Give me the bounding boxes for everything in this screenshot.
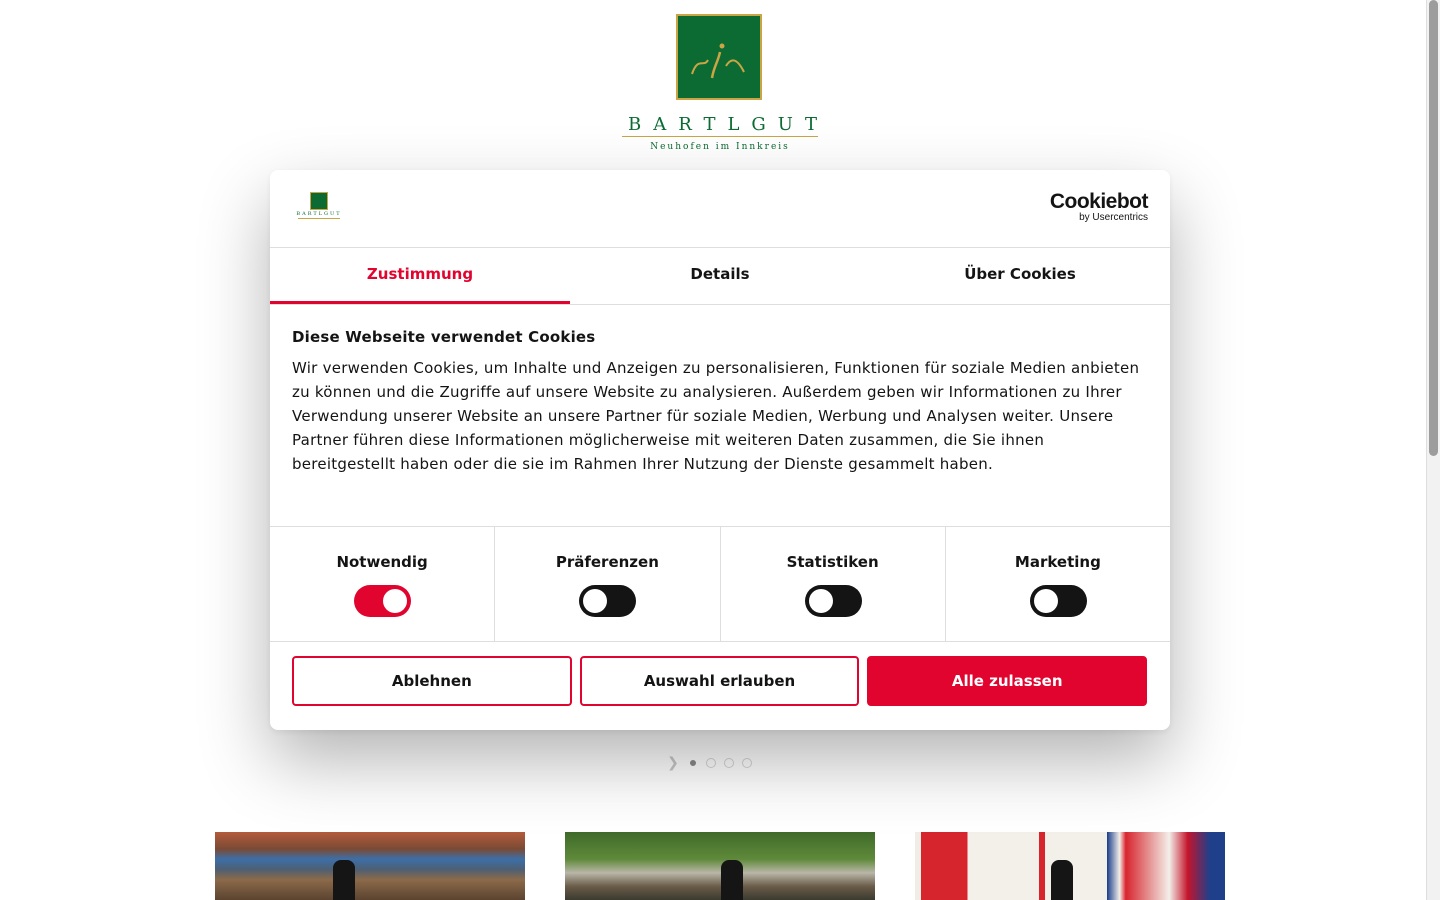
toggle-knob (1034, 589, 1058, 613)
logo-divider (298, 218, 340, 219)
tab-zustimmung[interactable]: Zustimmung (270, 247, 570, 304)
toggle-knob (583, 589, 607, 613)
slider-dot-1[interactable] (690, 760, 696, 766)
tab-details[interactable]: Details (690, 265, 750, 283)
consent-actions (292, 656, 1147, 706)
provider-name: Cookiebot (1049, 190, 1148, 213)
allow-selection-button[interactable]: Auswahl erlauben (580, 656, 860, 706)
consent-tabs (270, 247, 1170, 305)
site-logo-small (296, 192, 342, 224)
logo-emblem-icon (310, 192, 328, 210)
consent-categories (270, 526, 1170, 642)
logo-subtitle: Neuhofen im Innkreis (650, 142, 790, 152)
category-label: Statistiken (786, 553, 879, 571)
toggle-notwendig[interactable] (354, 585, 411, 617)
rider-figure (1051, 860, 1073, 900)
scrollbar-thumb[interactable] (1429, 0, 1438, 456)
category-notwendig (270, 527, 495, 641)
category-label: Notwendig (336, 553, 428, 571)
slider-dot-2[interactable] (706, 758, 716, 768)
logo-emblem-icon (676, 14, 762, 100)
category-label: Präferenzen (555, 553, 659, 571)
page-scrollbar[interactable] (1426, 0, 1440, 900)
gallery-photo-1[interactable] (215, 832, 525, 900)
toggle-statistiken[interactable] (805, 585, 862, 617)
site-logo[interactable] (620, 14, 829, 156)
category-praeferenzen (495, 527, 720, 641)
logo-wordmark-small: BARTLGUT (296, 211, 342, 217)
rider-figure (333, 860, 355, 900)
gallery-photo-2[interactable] (565, 832, 875, 900)
chevron-right-icon[interactable]: ❯ (667, 755, 679, 771)
dialog-header (270, 170, 1170, 248)
tab-ueber-cookies[interactable]: Über Cookies (964, 265, 1076, 283)
logo-wordmark: BARTLGUT (628, 114, 829, 135)
toggle-marketing[interactable] (1030, 585, 1087, 617)
consent-description: Wir verwenden Cookies, um Inhalte und Anzeigen zu personalisieren, Funktionen für soziale Medien anbieten zu können und die Zugriffe auf unsere Website zu analysieren. Außerdem geben wir Informationen zu Ihrer Verwendung unserer Website an unsere Partner für soziale Medien, Werbung und Analysen weiter. Unsere Partner führen diese Informationen möglicherweise mit weiteren Daten zusammen, die Sie ihnen bereitgestellt haben oder die sie im Rahmen Ihrer Nutzung der Dienste gesammelt haben. (292, 359, 1140, 473)
toggle-praeferenzen[interactable] (579, 585, 636, 617)
consent-title: Diese Webseite verwendet Cookies (292, 328, 596, 346)
cookiebot-logo[interactable] (1050, 192, 1148, 224)
category-marketing (946, 527, 1170, 641)
cookie-consent-dialog (270, 170, 1170, 730)
toggle-knob (383, 589, 407, 613)
provider-subtitle: by Usercentrics (1079, 212, 1148, 223)
slider-dot-4[interactable] (742, 758, 752, 768)
slider-dot-3[interactable] (724, 758, 734, 768)
rider-figure (721, 860, 743, 900)
allow-all-button[interactable]: Alle zulassen (867, 656, 1147, 706)
toggle-knob (809, 589, 833, 613)
decline-button[interactable]: Ablehnen (292, 656, 572, 706)
gallery-photo-3[interactable] (915, 832, 1225, 900)
slider-pagination (666, 755, 752, 771)
consent-body (292, 328, 1148, 476)
category-statistiken (721, 527, 946, 641)
logo-divider (622, 136, 818, 137)
category-label: Marketing (1014, 553, 1101, 571)
